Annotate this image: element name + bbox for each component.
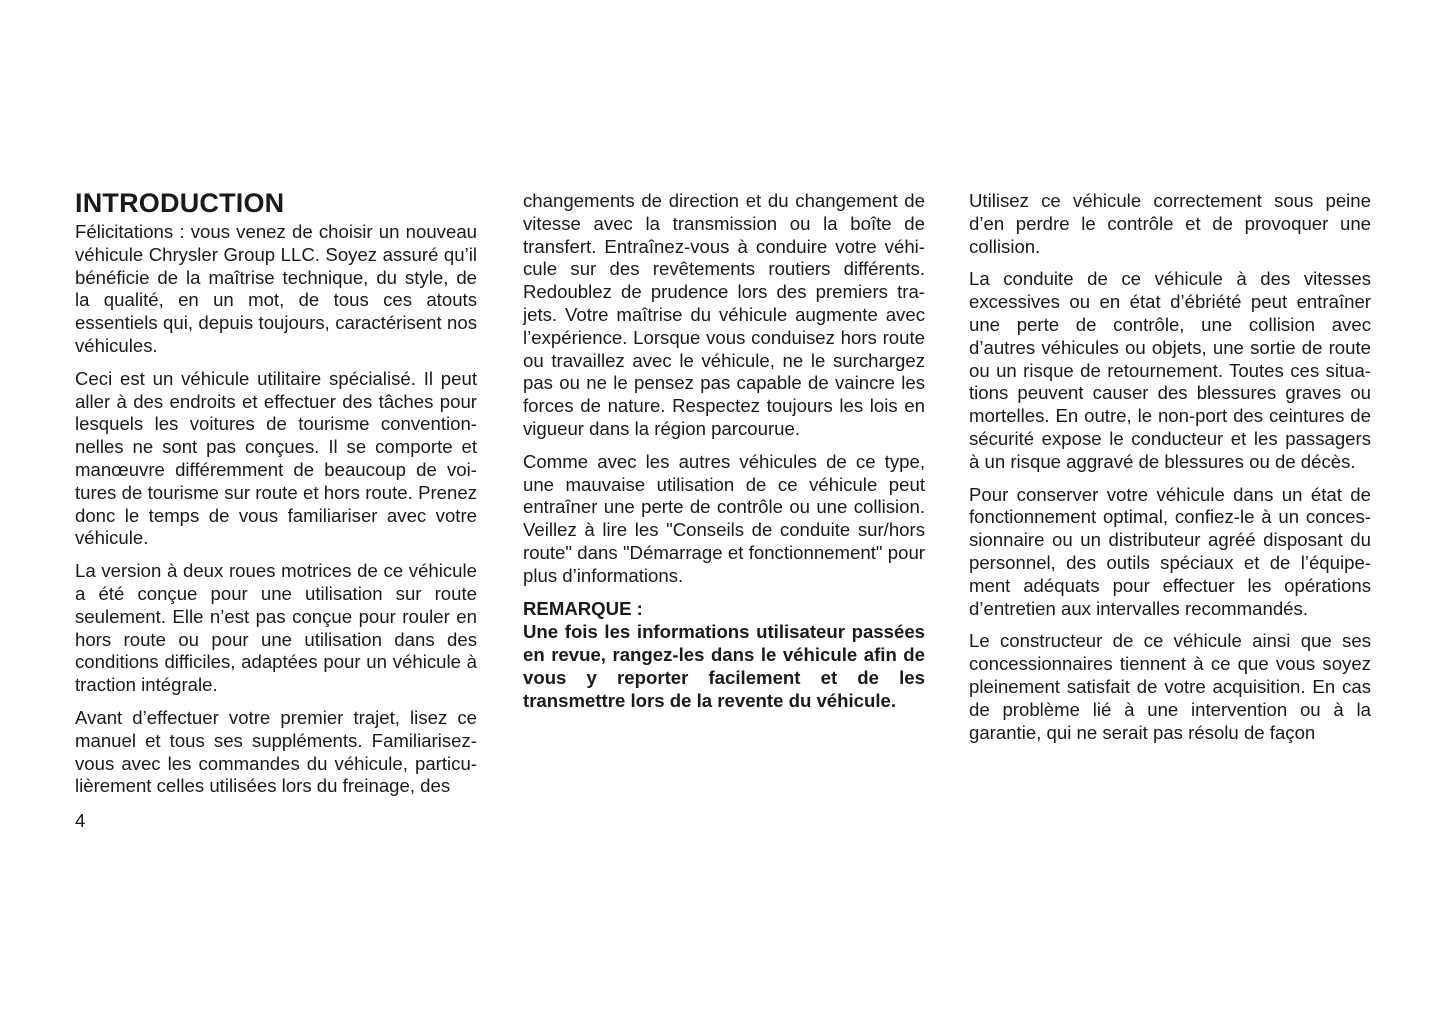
note-text: Une fois les informations utilisateur passées en revue, rangez-les dans le véhicule afin de vous y reporter facilement et de les transmettre lors de la revente du véhicule. <box>523 621 925 711</box>
section-heading: INTRODUCTION <box>75 188 285 218</box>
paragraph: La conduite de ce véhicule à des vitesses excessives ou en état d’ébriété peut entraîner une perte de contrôle, une collision avec d’autres véhicules ou objets, une sortie de route ou un risque de retournement. Toutes ces situations peuvent causer des blessures graves ou mortelles. En outre, le non-port des ceintures de sécurité expose le conducteur et les passagers à un risque aggravé de blessures ou de décès. <box>969 268 1371 472</box>
column-1 <box>75 187 477 808</box>
column-2 <box>523 190 925 713</box>
paragraph: Utilisez ce véhicule correctement sous peine d’en perdre le contrôle et de provoquer une collision. <box>969 190 1371 257</box>
paragraph: La version à deux roues motrices de ce véhicule a été conçue pour une utilisation sur route seulement. Elle n’est pas conçue pour rouler en hors route ou pour une utilisation dans des conditions difficiles, adaptées pour un véhicule à traction intégrale. <box>75 560 477 696</box>
paragraph: Comme avec les autres véhicules de ce type, une mauvaise utilisation de ce véhicule peut entraîner une perte de contrôle ou une collision. Veillez à lire les "Conseils de conduite sur/hors route" dans "Démarrage et fonctionnement" pour plus d’informations. <box>523 450 925 586</box>
note-label: REMARQUE : <box>523 597 643 619</box>
column-3 <box>969 190 1371 754</box>
paragraph: changements de direction et du changement de vitesse avec la transmission ou la boîte de transfert. Entraînez-vous à conduire votre véhicule sur des revêtements routiers différents. Redoublez de prudence lors des premiers trajets. Votre maîtrise du véhicule augmente avec l’expérience. Lorsque vous conduisez hors route ou travaillez avec le véhicule, ne le surchargez pas ou ne le pensez pas capable de vaincre les forces de nature. Respectez toujours les lois en vigueur dans la région parcourue. <box>523 190 925 439</box>
paragraph: Avant d’effectuer votre premier trajet, lisez ce manuel et tous ses suppléments. Familiarisez-vous avec les commandes du véhicule, particulièrement celles utilisées lors du freinage, des <box>75 706 477 797</box>
page-number: 4 <box>75 810 86 831</box>
paragraph: Félicitations : vous venez de choisir un nouveau véhicule Chrysler Group LLC. Soyez assuré qu’il bénéficie de la maîtrise technique, du style, de la qualité, en un mot, de tous ces atouts essentiels qui, depuis toujours, caractérisent nos véhicules. <box>75 221 477 356</box>
paragraph: Pour conserver votre véhicule dans un état de fonctionnement optimal, confiez-le à un concessionnaire ou un distributeur agréé disposant du personnel, des outils spéciaux et de l’équipement adéquats pour effectuer les opérations d’entretien aux intervalles recommandés. <box>969 483 1371 619</box>
paragraph: Ceci est un véhicule utilitaire spécialisé. Il peut aller à des endroits et effectuer des tâches pour lesquels les voitures de tourisme conventionnelles ne sont pas conçues. Il se comporte et manœuvre différemment de beaucoup de voitures de tourisme sur route et hors route. Prenez donc le temps de vous familiariser avec votre véhicule. <box>75 367 477 549</box>
paragraph: Le constructeur de ce véhicule ainsi que ses concessionnaires tiennent à ce que vous soyez pleinement satisfait de votre acquisition. En cas de problème lié à une intervention ou à la garantie, qui ne serait pas résolu de façon <box>969 630 1371 743</box>
